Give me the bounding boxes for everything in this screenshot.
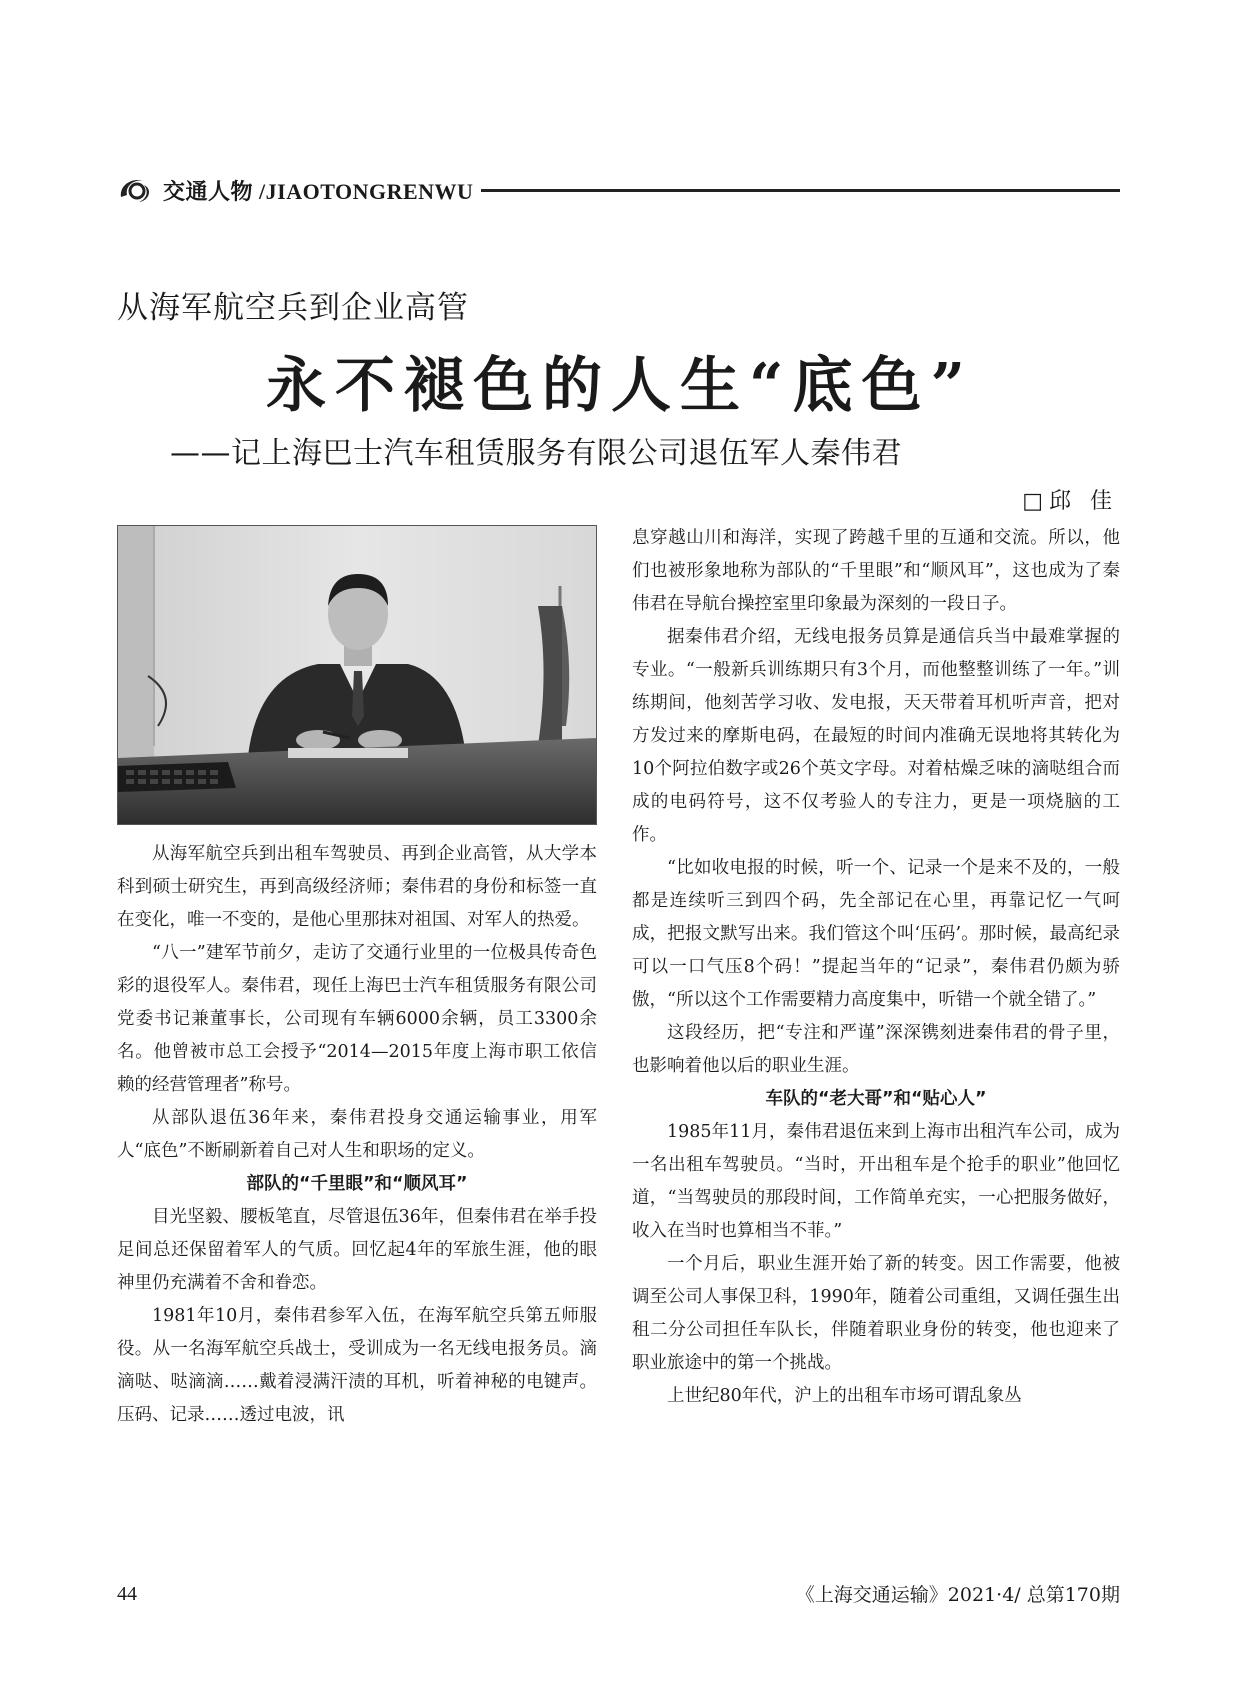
portrait-photo — [117, 525, 597, 825]
section-name-cn: 交通人物 — [163, 178, 254, 205]
left-column — [117, 838, 597, 1432]
section-name — [163, 175, 473, 206]
paragraph: 息穿越山川和海洋，实现了跨越千里的互通和交流。所以，他们也被形象地称为部队的“千里眼”和“顺风耳”，这也成为了秦伟君在导航台操控室里印象最为深刻的一段日子。 — [632, 528, 1120, 614]
paragraph: 上世纪80年代，沪上的出租车市场可谓乱象丛 — [667, 1386, 1022, 1406]
paragraph: “八一”建军节前夕，走访了交通行业里的一位极具传奇色彩的退役军人。秦伟君，现任上海巴士汽车租赁服务有限公司党委书记兼董事长，公司现有车辆6000余辆，员工3300余名。他曾被市总工会授予“2014—2015年度上海市职工依信赖的经营管理者”称号。 — [117, 943, 597, 1095]
section-name-en: /JIAOTONGRENWU — [253, 178, 474, 204]
journal-citation: 《上海交通运输》2021·4/ 总第170期 — [795, 1584, 1120, 1606]
paragraph: 一个月后，职业生涯开始了新的转变。因工作需要，他被调至公司人事保卫科，1990年，随着公司重组，又调任强生出租二分公司担任车队长，伴随着职业身份的转变，他也迎来了职业旅途中的第一个挑战。 — [632, 1254, 1120, 1373]
paragraph: “比如收电报的时候，听一个、记录一个是来不及的，一般都是连续听三到四个码，先全部记在心里，再靠记忆一气呵成，把报文默写出来。我们管这个叫‘压码’。那时候，最高纪录可以一口气压8个码！”提起当年的“记录”，秦伟君仍颇为骄傲，“所以这个工作需要精力高度集中，听错一个就全错了。” — [632, 858, 1120, 1010]
article-title: 永不褪色的人生“底色” — [265, 351, 975, 421]
paragraph: 这段经历，把“专注和严谨”深深镌刻进秦伟君的骨子里，也影响着他以后的职业生涯。 — [632, 1023, 1120, 1076]
paragraph: 从海军航空兵到出租车驾驶员、再到企业高管，从大学本科到硕士研究生，再到高级经济师；秦伟君的身份和标签一直在变化，唯一不变的，是他心里那抹对祖国、对军人的热爱。 — [117, 844, 597, 930]
article-byline: □邱 佳 — [1022, 489, 1118, 514]
paragraph: 据秦伟君介绍，无线电报务员算是通信兵当中最难掌握的专业。“一般新兵训练期只有3个月，而他整整训练了一年。”训练期间，他刻苦学习收、发电报，天天带着耳机听声音，把对方发过来的摩斯电码，在最短的时间内准确无误地将其转化为10个阿拉伯数字或26个英文字母。对着枯燥乏味的滴哒组合而成的电码符号，这不仅考验人的专注力，更是一项烧脑的工作。 — [632, 627, 1120, 845]
paragraph: 目光坚毅、腰板笔直，尽管退伍36年，但秦伟君在举手投足间总还保留着军人的气质。回忆起4年的军旅生涯，他的眼神里仍充满着不舍和眷恋。 — [117, 1207, 597, 1293]
section-header — [117, 170, 1120, 210]
article-kicker: 从海军航空兵到企业高管 — [117, 290, 469, 326]
page-number: 44 — [117, 1583, 137, 1605]
header-rule — [481, 189, 1120, 192]
section-heading: 部队的“千里眼”和“顺风耳” — [246, 1174, 468, 1194]
section-heading: 车队的“老大哥”和“贴心人” — [765, 1089, 987, 1109]
article-subtitle: ——记上海巴士汽车租赁服务有限公司退伍军人秦伟君 — [170, 436, 902, 471]
paragraph: 1985年11月，秦伟君退伍来到上海市出租汽车公司，成为一名出租车驾驶员。“当时，开出租车是个抢手的职业”他回忆道，“当驾驶员的那段时间，工作简单充实，一心把服务做好，收入在当时也算相当不菲。” — [632, 1122, 1120, 1241]
journal-logo-icon — [117, 175, 155, 205]
paragraph: 1981年10月，秦伟君参军入伍，在海军航空兵第五师服役。从一名海军航空兵战士，受训成为一名无线电报务员。滴滴哒、哒滴滴……戴着浸满汗渍的耳机，听着神秘的电键声。压码、记录……透过电波，讯 — [117, 1306, 597, 1425]
right-column — [632, 522, 1120, 1413]
paragraph: 从部队退伍36年来，秦伟君投身交通运输事业，用军人“底色”不断刷新着自己对人生和职场的定义。 — [117, 1108, 597, 1161]
